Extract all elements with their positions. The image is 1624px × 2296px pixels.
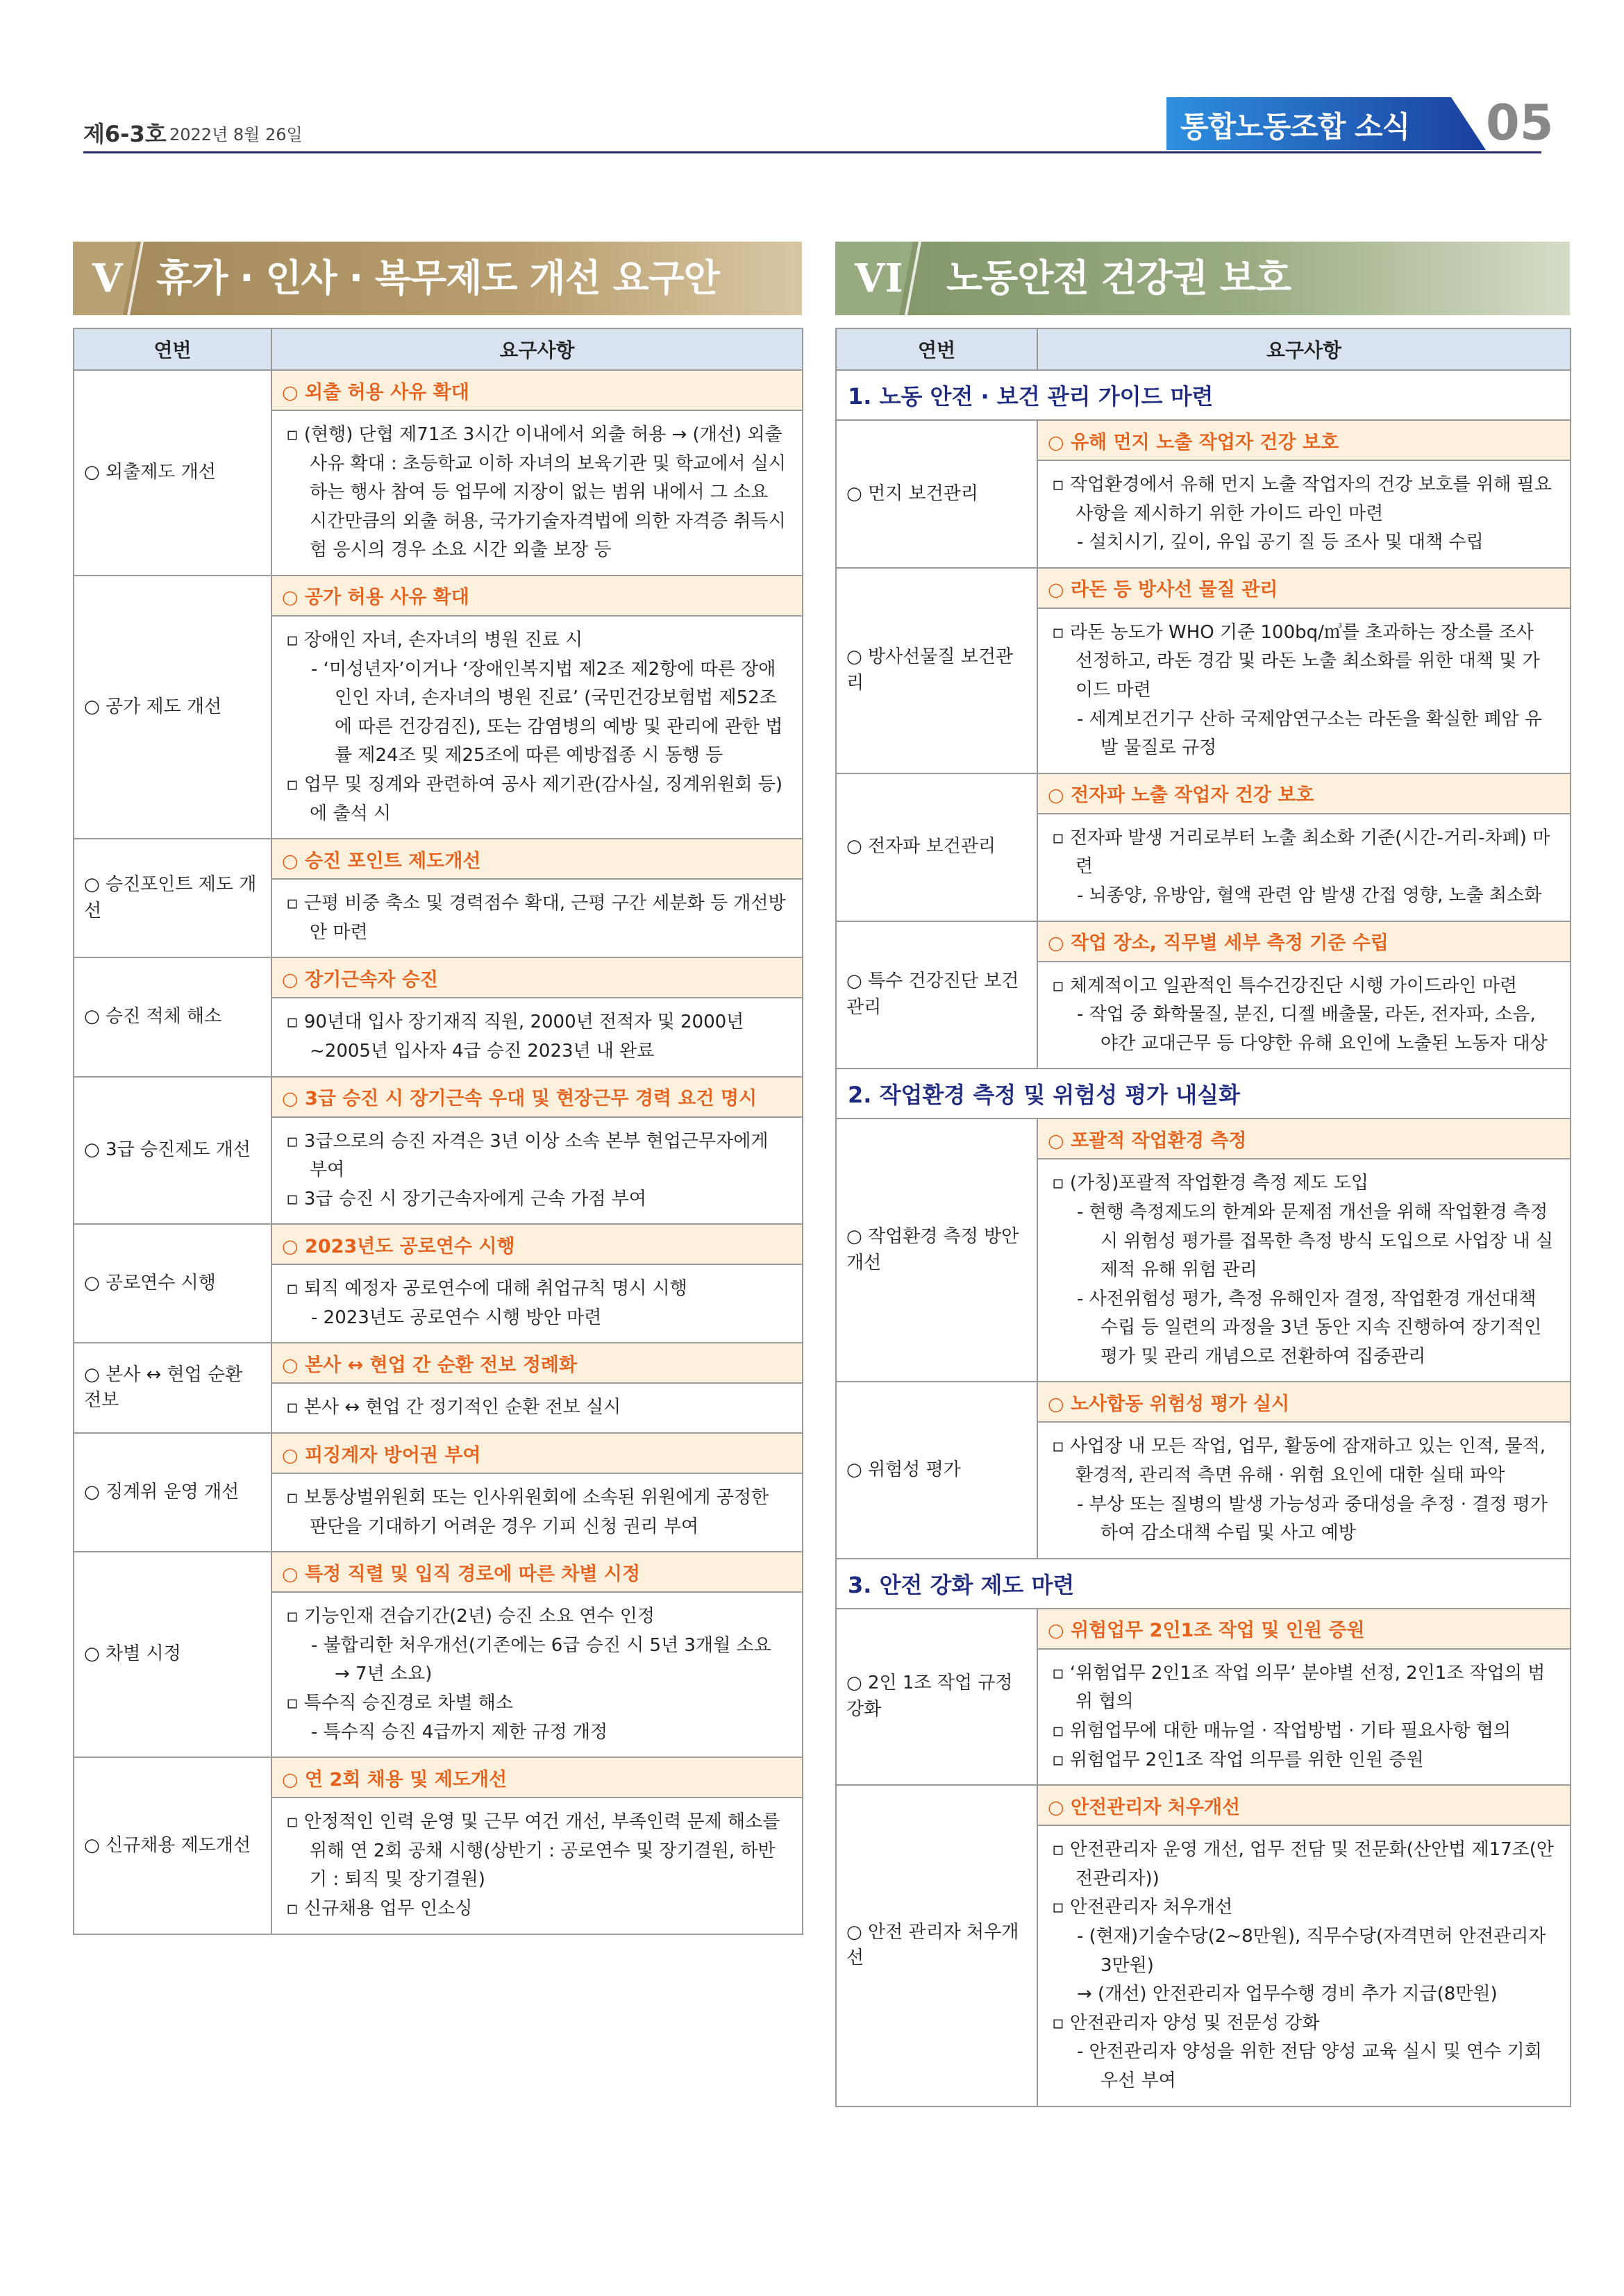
detail-line: - 안전관리자 양성을 위한 전담 양성 교육 실시 및 연수 기회 우선 부여 xyxy=(1077,2041,1542,2091)
requirement-row xyxy=(836,420,1571,460)
category-cell: ○ 차별 시정 xyxy=(74,1552,271,1757)
requirement-row xyxy=(74,370,803,410)
detail-line: - 뇌종양, 유방암, 혈액 관련 암 발생 간접 영향, 노출 최소화 xyxy=(1077,885,1542,906)
requirement-detail xyxy=(271,998,803,1076)
detail-line: ▫ 90년대 입사 장기재직 직원, 2000년 전적자 및 2000년~2005년 입사자 4급 승진 2023년 내 완료 xyxy=(286,1012,744,1062)
requirement-detail xyxy=(271,879,803,957)
detail-line: ▫ 위험업무에 대한 매뉴얼 · 작업방법 · 기타 필요사항 협의 xyxy=(1052,1720,1512,1742)
detail-line: ▫ 안정적인 인력 운영 및 근무 여건 개선, 부족인력 문제 해소를 위해 연 2회 공채 시행(상반기 : 공로연수 및 장기결원, 하반기 : 퇴직 및 장기결원) xyxy=(286,1811,780,1891)
requirement-subheading: ○ 3급 승진 시 장기근속 우대 및 현장근무 경력 요건 명시 xyxy=(271,1077,803,1117)
requirement-detail xyxy=(271,1383,803,1433)
category-cell: ○ 안전 관리자 처우개선 xyxy=(836,1785,1037,2106)
section-v-title-bar xyxy=(73,242,802,315)
detail-line: - 작업 중 화학물질, 분진, 디젤 배출물, 라돈, 전자파, 소음, 야간 교대근무 등 다양한 유해 요인에 노출된 노동자 대상 xyxy=(1077,1004,1548,1054)
section-v-title: 휴가 · 인사 · 복무제도 개선 요구안 xyxy=(156,256,719,300)
requirement-detail xyxy=(271,1798,803,1934)
detail-line: ▫ 본사 ↔ 현업 간 정기적인 순환 전보 실시 xyxy=(286,1397,621,1418)
detail-line: ▫ 위험업무 2인1조 작업 의무를 위한 인원 증원 xyxy=(1052,1749,1424,1770)
detail-line: ▫ 안전관리자 운영 개선, 업무 전담 및 전문화(산안법 제17조(안전관리자)) xyxy=(1052,1839,1555,1889)
section-v-number: V xyxy=(92,255,123,301)
requirement-detail xyxy=(271,1264,803,1343)
detail-line: - ‘미성년자’이거나 ‘장애인복지법 제2조 제2항에 따른 장애인인 자녀, 손자녀의 병원 진료’ (국민건강보험법 제52조에 따른 건강검진), 또는 감염병의 예방 및 관리에 관한 법률 제24조 및 제25조에 따른 예방접종 시 동행 등 xyxy=(311,658,783,766)
requirement-subheading: ○ 라돈 등 방사선 물질 관리 xyxy=(1037,568,1571,608)
requirement-subheading: ○ 노사합동 위험성 평가 실시 xyxy=(1037,1382,1571,1422)
requirement-row xyxy=(836,1382,1571,1422)
requirement-row xyxy=(74,1757,803,1798)
requirement-subheading: ○ 작업 장소, 직무별 세부 측정 기준 수립 xyxy=(1037,921,1571,962)
section-heading: 2. 작업환경 측정 및 위험성 평가 내실화 xyxy=(836,1069,1571,1118)
detail-line: - 특수직 승진 4급까지 제한 규정 개정 xyxy=(311,1721,608,1743)
requirement-subheading: ○ 외출 허용 사유 확대 xyxy=(271,370,803,410)
requirement-row xyxy=(836,921,1571,962)
detail-line: ▫ 3급으로의 승진 자격은 3년 이상 소속 본부 현업근무자에게 부여 xyxy=(286,1130,769,1181)
requirement-detail xyxy=(1037,1159,1571,1382)
requirement-subheading: ○ 위험업무 2인1조 작업 및 인원 증원 xyxy=(1037,1609,1571,1649)
requirement-subheading: ○ 공가 허용 사유 확대 xyxy=(271,576,803,616)
right-col-number-header: 연번 xyxy=(836,328,1037,370)
requirement-detail xyxy=(271,1473,803,1552)
requirement-row xyxy=(836,773,1571,814)
detail-line: ▫ 근평 비중 축소 및 경력점수 확대, 근평 구간 세분화 등 개선방안 마련 xyxy=(286,893,786,943)
detail-line: ▫ 안전관리자 처우개선 xyxy=(1052,1897,1233,1918)
header-rule xyxy=(83,151,1541,153)
category-cell: ○ 특수 건강진단 보건관리 xyxy=(836,921,1037,1069)
requirement-detail xyxy=(1037,814,1571,921)
right-requirements-table xyxy=(835,328,1571,2107)
category-cell: ○ 먼지 보건관리 xyxy=(836,420,1037,568)
requirement-row xyxy=(74,1552,803,1592)
section-heading-row xyxy=(836,1069,1571,1118)
section-vi-title-bar xyxy=(835,242,1570,315)
requirement-row xyxy=(836,1785,1571,1825)
requirement-detail xyxy=(1037,1825,1571,2106)
detail-line: - 설치시기, 깊이, 유입 공기 질 등 조사 및 대책 수립 xyxy=(1077,532,1484,553)
detail-line: ▫ 전자파 발생 거리로부터 노출 최소화 기준(시간-거리-차폐) 마련 xyxy=(1052,827,1550,878)
requirement-row xyxy=(74,1433,803,1473)
section-vi-number: VI xyxy=(855,255,903,301)
requirement-subheading: ○ 연 2회 채용 및 제도개선 xyxy=(271,1757,803,1798)
requirement-row xyxy=(74,957,803,998)
requirement-subheading: ○ 포괄적 작업환경 측정 xyxy=(1037,1118,1571,1159)
requirement-detail xyxy=(271,616,803,839)
page-number: 05 xyxy=(1486,94,1554,151)
section-heading-row xyxy=(836,1559,1571,1609)
requirement-row xyxy=(836,1118,1571,1159)
requirement-detail xyxy=(1037,608,1571,773)
requirement-subheading: ○ 승진 포인트 제도개선 xyxy=(271,839,803,879)
detail-line: - 현행 측정제도의 한계와 문제점 개선을 위해 작업환경 측정 시 위험성 평가를 접목한 측정 방식 도입으로 사업장 내 실제적 유해 위험 관리 xyxy=(1077,1201,1554,1281)
detail-line: ▫ 특수직 승진경로 차별 해소 xyxy=(286,1693,513,1714)
requirement-subheading: ○ 유해 먼지 노출 작업자 건강 보호 xyxy=(1037,420,1571,460)
requirement-subheading: ○ 피징계자 방어권 부여 xyxy=(271,1433,803,1473)
left-requirements-table xyxy=(73,328,803,1935)
requirement-detail xyxy=(1037,460,1571,568)
requirement-row xyxy=(74,1077,803,1117)
right-col-requirement-header: 요구사항 xyxy=(1037,328,1571,370)
category-cell: ○ 승진포인트 제도 개선 xyxy=(74,839,271,957)
detail-line: ▫ (현행) 단협 제71조 3시간 이내에서 외출 허용 → (개선) 외출 사유 확대 : 초등학교 이하 자녀의 보육기관 및 학교에서 실시하는 행사 참여 등 업무에 지장이 없는 범위 내에서 그 소요 시간만큼의 외출 허용, 국가기술자격법에 의한 자격증 취득시험 응시의 경우 소요 시간 외출 보장 등 xyxy=(286,424,786,561)
detail-line: ▫ 퇴직 예정자 공로연수에 대해 취업규칙 명시 시행 xyxy=(286,1278,687,1300)
detail-line: - 사전위험성 평가, 측정 유해인자 결정, 작업환경 개선대책 수립 등 일련의 과정을 3년 동안 지속 진행하여 장기적인 평가 및 관리 개념으로 전환하여 집중관리 xyxy=(1077,1288,1542,1367)
left-col-number-header: 연번 xyxy=(74,328,271,370)
requirement-detail xyxy=(1037,962,1571,1069)
requirement-subheading: ○ 전자파 노출 작업자 건강 보호 xyxy=(1037,773,1571,814)
requirement-row xyxy=(74,839,803,879)
issue-date: 2022년 8월 26일 xyxy=(169,125,303,144)
detail-line: ▫ 업무 및 징계와 관련하여 공사 제기관(감사실, 징계위원회 등)에 출석 시 xyxy=(286,773,783,824)
detail-line: ▫ 사업장 내 모든 작업, 업무, 활동에 잠재하고 있는 인적, 물적, 환경적, 관리적 측면 유해 · 위험 요인에 대한 실태 파악 xyxy=(1052,1436,1546,1486)
section-heading: 1. 노동 안전 · 보건 관리 가이드 마련 xyxy=(836,370,1571,420)
requirement-detail xyxy=(271,1592,803,1757)
requirement-detail xyxy=(271,410,803,576)
detail-line: → (개선) 안전관리자 업무수행 경비 추가 지급(8만원) xyxy=(1077,1984,1498,2005)
category-cell: ○ 방사선물질 보건관리 xyxy=(836,568,1037,773)
issue-number: 제6-3호 xyxy=(83,121,167,147)
section-vi-title: 노동안전 건강권 보호 xyxy=(946,256,1291,300)
requirement-subheading: ○ 장기근속자 승진 xyxy=(271,957,803,998)
section-heading: 3. 안전 강화 제도 마련 xyxy=(836,1559,1571,1609)
requirement-row xyxy=(836,1609,1571,1649)
category-cell: ○ 3급 승진제도 개선 xyxy=(74,1077,271,1225)
category-cell: ○ 전자파 보건관리 xyxy=(836,773,1037,921)
requirement-detail xyxy=(271,1117,803,1225)
detail-line: ▫ 체계적이고 일관적인 특수건강진단 시행 가이드라인 마련 xyxy=(1052,975,1517,996)
detail-line: - (현재)기술수당(2~8만원), 직무수당(자격면허 안전관리자 3만원) xyxy=(1077,1926,1546,1976)
requirement-subheading: ○ 특정 직렬 및 입직 경로에 따른 차별 시정 xyxy=(271,1552,803,1592)
category-cell: ○ 외출제도 개선 xyxy=(74,370,271,576)
category-cell: ○ 승진 적체 해소 xyxy=(74,957,271,1076)
detail-line: - 불합리한 처우개선(기존에는 6급 승진 시 5년 3개월 소요 → 7년 소요) xyxy=(311,1634,771,1685)
detail-line: ▫ (가칭)포괄적 작업환경 측정 제도 도입 xyxy=(1052,1173,1368,1194)
requirement-detail xyxy=(1037,1422,1571,1558)
detail-line: - 2023년도 공로연수 시행 방안 마련 xyxy=(311,1307,602,1328)
detail-line: ▫ 작업환경에서 유해 먼지 노출 작업자의 건강 보호를 위해 필요사항을 제시하기 위한 가이드 라인 마련 xyxy=(1052,474,1552,524)
category-cell: ○ 신규채용 제도개선 xyxy=(74,1757,271,1934)
category-cell: ○ 2인 1조 작업 규정 강화 xyxy=(836,1609,1037,1785)
category-cell: ○ 징계위 운영 개선 xyxy=(74,1433,271,1552)
detail-line: - 부상 또는 질병의 발생 가능성과 중대성을 추정 · 결정 평가하여 감소대책 수립 및 사고 예방 xyxy=(1077,1493,1548,1544)
section-heading-row xyxy=(836,370,1571,420)
category-cell: ○ 공로연수 시행 xyxy=(74,1224,271,1343)
left-col-requirement-header: 요구사항 xyxy=(271,328,803,370)
requirement-subheading: ○ 안전관리자 처우개선 xyxy=(1037,1785,1571,1825)
detail-line: ▫ 라돈 농도가 WHO 기준 100bq/㎥를 초과하는 장소를 조사 선정하고, 라돈 경감 및 라돈 노출 최소화를 위한 대책 및 가이드 마련 xyxy=(1052,621,1540,701)
requirement-detail xyxy=(1037,1649,1571,1785)
detail-line: ▫ 신규채용 업무 인소싱 xyxy=(286,1898,473,1919)
right-table-header xyxy=(836,328,1571,370)
newsletter-title: 통합노동조합 소식 xyxy=(1180,110,1410,144)
detail-line: ▫ 장애인 자녀, 손자녀의 병원 진료 시 xyxy=(286,629,583,651)
detail-line: ▫ 3급 승진 시 장기근속자에게 근속 가점 부여 xyxy=(286,1188,646,1209)
detail-line: ▫ 보통상벌위원회 또는 인사위원회에 소속된 위원에게 공정한 판단을 기대하기 어려운 경우 기피 신청 권리 부여 xyxy=(286,1487,769,1537)
requirement-subheading: ○ 본사 ↔ 현업 간 순환 전보 정례화 xyxy=(271,1343,803,1383)
requirement-subheading: ○ 2023년도 공로연수 시행 xyxy=(271,1224,803,1264)
requirement-row xyxy=(74,1224,803,1264)
left-table-header xyxy=(74,328,803,370)
requirement-row xyxy=(74,1343,803,1383)
category-cell: ○ 작업환경 측정 방안 개선 xyxy=(836,1118,1037,1382)
requirement-row xyxy=(836,568,1571,608)
requirement-row xyxy=(74,576,803,616)
detail-line: ▫ 안전관리자 양성 및 전문성 강화 xyxy=(1052,2012,1320,2034)
category-cell: ○ 본사 ↔ 현업 순환 전보 xyxy=(74,1343,271,1433)
detail-line: ▫ ‘위험업무 2인1조 작업 의무’ 분야별 선정, 2인1조 작업의 범위 협의 xyxy=(1052,1662,1546,1713)
category-cell: ○ 공가 제도 개선 xyxy=(74,576,271,839)
category-cell: ○ 위험성 평가 xyxy=(836,1382,1037,1558)
detail-line: ▫ 기능인재 견습기간(2년) 승진 소요 연수 인정 xyxy=(286,1606,655,1627)
detail-line: - 세계보건기구 산하 국제암연구소는 라돈을 확실한 폐암 유발 물질로 규정 xyxy=(1077,708,1543,759)
